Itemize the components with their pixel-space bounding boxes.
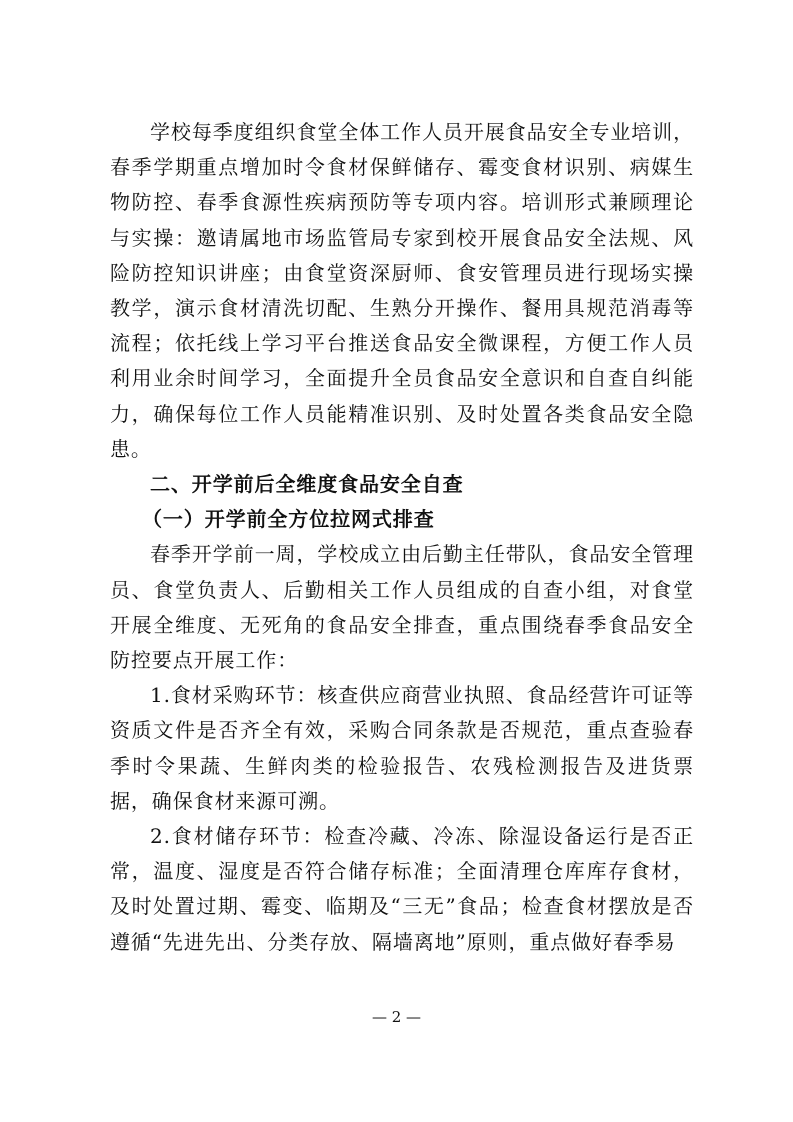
subsection-heading-pre-semester-check: （一）开学前全方位拉网式排查: [142, 507, 435, 532]
paragraph-storage: 2.食材储存环节：检查冷藏、冷冻、除湿设备运行是否正常，温度、湿度是否符合储存标准；全面清理仓库库存食材，及时处置过期、霉变、临期及“三无”食品；检查食材摆放是否遵循“先进先出、分类存放、隔墙离地”原则，重点做好春季易: [110, 824, 694, 954]
paragraph-inspection-team: 春季开学前一周，学校成立由后勤主任带队，食品安全管理员、食堂负责人、后勤相关工作人员组成的自查小组，对食堂开展全维度、无死角的食品安全排查，重点围绕春季食品安全防控要点开展工作：: [110, 542, 694, 673]
section-heading-self-inspection: 二、开学前后全维度食品安全自查: [150, 472, 464, 497]
paragraph-training: 学校每季度组织食堂全体工作人员开展食品安全专业培训，春季学期重点增加时令食材保鲜储存、霉变食材识别、病媒生物防控、春季食源性疾病预防等专项内容。培训形式兼顾理论与实操：邀请属地市场监管局专家到校开展食品安全法规、风险防控知识讲座；由食堂资深厨师、食安管理员进行现场实操教学，演示食材清洗切配、生熟分开操作、餐用具规范消毒等流程；依托线上学习平台推送食品安全微课程，方便工作人员利用业余时间学习，全面提升全员食品安全意识和自查自纠能力，确保每位工作人员能精准识别、及时处置各类食品安全隐患。: [110, 120, 694, 461]
page-number: — 2 —: [371, 1008, 422, 1026]
document-body: [110, 115, 694, 960]
paragraph-procurement: 1.食材采购环节：核查供应商营业执照、食品经营许可证等资质文件是否齐全有效，采购合同条款是否规范，重点查验春季时令果蔬、生鲜肉类的检验报告、农残检测报告及进货票据，确保食材来源可溯。: [110, 683, 694, 813]
